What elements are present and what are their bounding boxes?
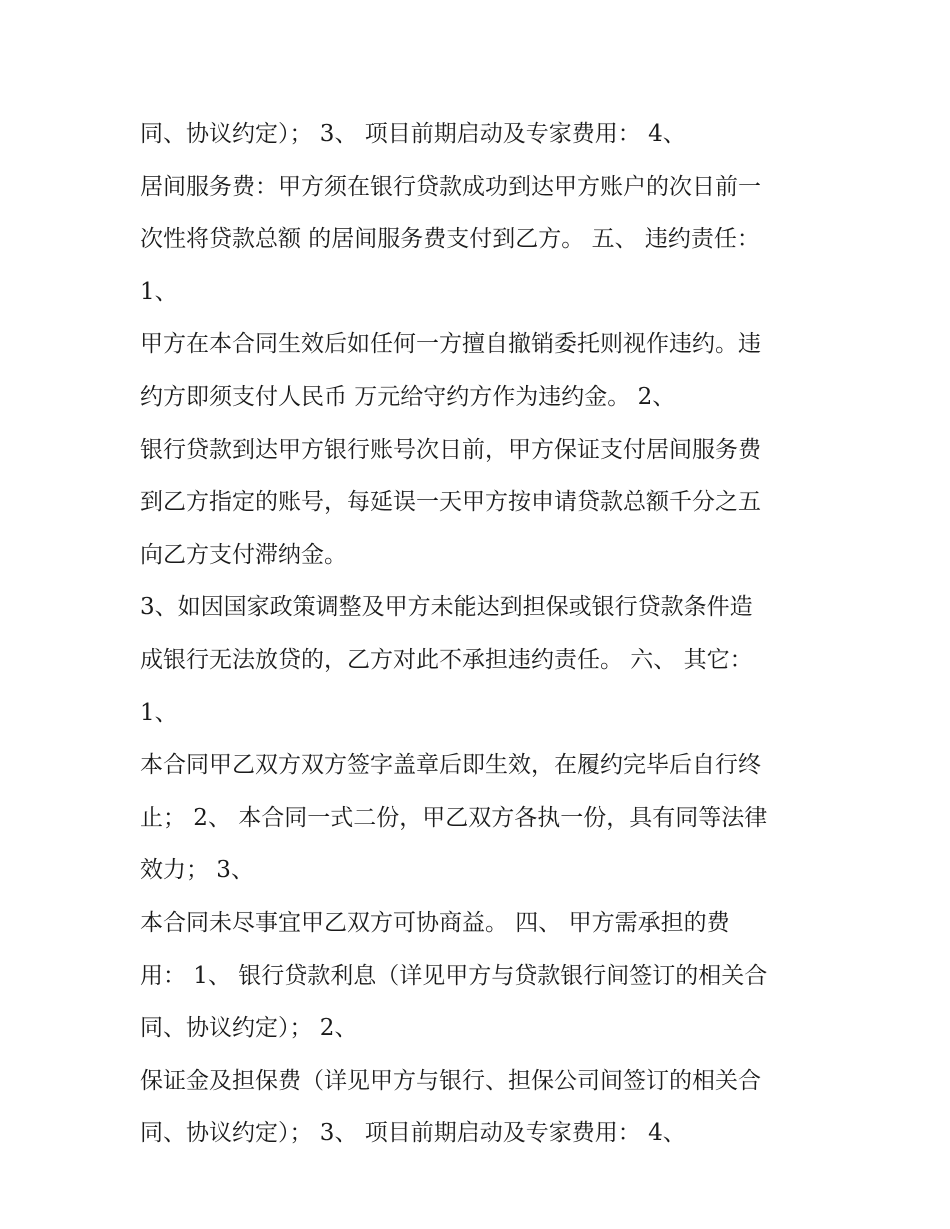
- text-line: 止； 2、 本合同一式二份，甲乙双方各执一份，具有同等法律: [140, 804, 768, 831]
- text-line: 1、: [140, 278, 178, 305]
- text-line: 居间服务费：甲方须在银行贷款成功到达甲方账户的次日前一: [140, 173, 761, 200]
- text-line: 效力； 3、: [140, 857, 254, 884]
- contract-text: [140, 108, 830, 1160]
- text-line: 次性将贷款总额 的居间服务费支付到乙方。 五、 违约责任：: [140, 226, 760, 253]
- text-line: 本合同甲乙双方双方签字盖章后即生效，在履约完毕后自行终: [140, 752, 761, 779]
- text-line: 保证金及担保费（详见甲方与银行、担保公司间签订的相关合: [140, 1067, 761, 1094]
- text-line: 1、: [140, 699, 178, 726]
- text-line: 成银行无法放贷的，乙方对此不承担违约责任。 六、 其它：: [140, 646, 753, 673]
- text-line: 银行贷款到达甲方银行账号次日前，甲方保证支付居间服务费: [140, 436, 761, 463]
- text-line: 同、协议约定）； 2、: [140, 1015, 358, 1042]
- text-line: 同、协议约定）； 3、 项目前期启动及专家费用： 4、: [140, 1120, 686, 1147]
- text-line: 3、如因国家政策调整及甲方未能达到担保或银行贷款条件造: [140, 594, 753, 621]
- text-line: 本合同未尽事宜甲乙双方可协商益。 四、 甲方需承担的费: [140, 909, 730, 936]
- text-line: 甲方在本合同生效后如任何一方擅自撤销委托则视作违约。违: [140, 331, 761, 358]
- text-line: 用： 1、 银行贷款利息（详见甲方与贷款银行间签订的相关合: [140, 962, 768, 989]
- text-line: 到乙方指定的账号，每延误一天甲方按申请贷款总额千分之五: [140, 489, 761, 516]
- text-line: 约方即须支付人民币 万元给守约方作为违约金。 2、: [140, 383, 676, 410]
- text-line: 向乙方支付滞纳金。: [140, 541, 347, 568]
- text-line: 同、协议约定）； 3、 项目前期启动及专家费用： 4、: [140, 121, 686, 147]
